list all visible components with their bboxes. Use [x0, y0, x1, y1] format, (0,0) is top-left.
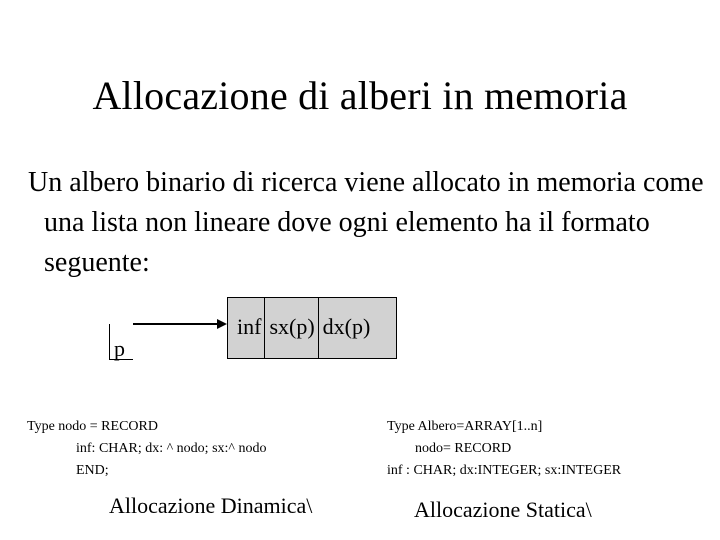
code-line: nodo= RECORD: [387, 441, 512, 456]
field-inf: [237, 314, 265, 340]
code-line: Type nodo = RECORD: [27, 419, 158, 434]
field-sx: [265, 314, 318, 340]
dynamic-type-declaration: [27, 416, 266, 482]
field-dx: [319, 314, 375, 340]
static-type-declaration: [387, 416, 621, 482]
slide-title: Allocazione di alberi in memoria: [92, 73, 628, 118]
node-record-box: [227, 297, 397, 359]
pointer-variable-p: p: [109, 324, 133, 360]
field-inf-label: inf: [237, 314, 262, 339]
dynamic-allocation-caption: Allocazione Dinamica\: [109, 493, 313, 518]
slide-body-text: Un albero binario di ricerca viene allocato in memoria come una lista non lineare dove ogni elemento ha il formato seguente:: [28, 167, 704, 278]
field-dx-label: dx(p): [322, 314, 371, 339]
code-line: inf : CHAR; dx:INTEGER; sx:INTEGER: [387, 463, 622, 478]
field-sx-label: sx(p): [269, 314, 315, 339]
code-line: Type Albero=ARRAY[1..n]: [387, 419, 543, 434]
code-line: END;: [27, 463, 109, 478]
code-line: inf: CHAR; dx: ^ nodo; sx:^ nodo: [27, 441, 267, 456]
static-allocation-caption: Allocazione Statica\: [414, 497, 592, 522]
